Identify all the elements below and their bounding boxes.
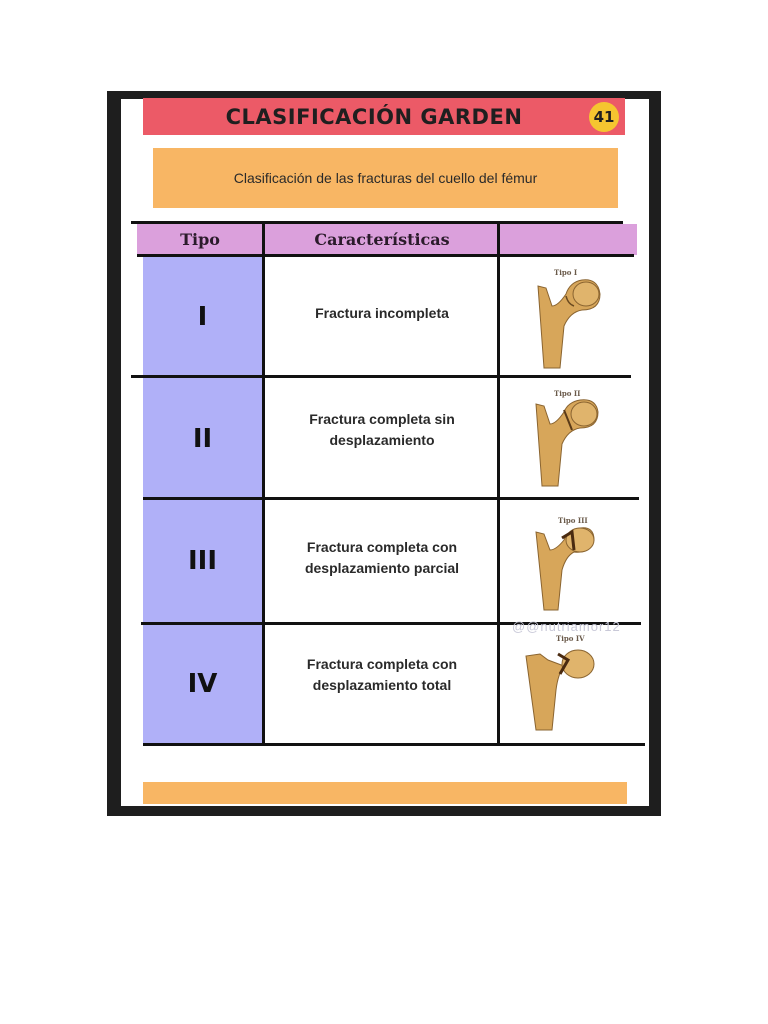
footer-bar xyxy=(143,782,627,804)
femur-illustration xyxy=(508,386,634,494)
femur-illustration xyxy=(508,510,634,618)
femur-image-label: Tipo II xyxy=(554,389,581,398)
tipo-label: II xyxy=(192,423,213,454)
header-caracteristicas: Características xyxy=(314,230,450,249)
title-bar xyxy=(143,98,625,135)
header-image xyxy=(501,224,637,255)
caracteristica-text: Fractura completa con desplazamiento parcial xyxy=(304,539,460,576)
table-header-row xyxy=(137,224,637,255)
tipo-label: III xyxy=(187,546,218,576)
femur-image-label: Tipo IV xyxy=(556,634,585,643)
subtitle-box xyxy=(153,148,618,208)
tipo-label: I xyxy=(197,301,208,332)
header-tipo: Tipo xyxy=(180,230,220,249)
watermark: @@nutriamor12 xyxy=(512,619,621,634)
femur-image-label: Tipo I xyxy=(554,268,578,277)
femur-illustration xyxy=(508,266,634,374)
caracteristica-text: Fractura completa sin desplazamiento xyxy=(309,411,455,448)
page-number-badge: 41 xyxy=(589,102,619,132)
table-divider xyxy=(131,375,631,378)
column-divider xyxy=(262,224,265,746)
femur-image-label: Tipo III xyxy=(558,516,588,525)
table-bottom-border xyxy=(143,743,645,746)
page-title: CLASIFICACIÓN GARDEN xyxy=(225,104,523,129)
table-divider xyxy=(137,254,634,257)
subtitle: Clasificación de las fracturas del cuello del fémur xyxy=(233,170,538,186)
tipo-label: IV xyxy=(187,669,218,699)
femur-illustration xyxy=(508,630,634,738)
caracteristica-text: Fractura incompleta xyxy=(315,304,449,321)
caracteristica-text: Fractura completa con desplazamiento total xyxy=(306,656,458,693)
